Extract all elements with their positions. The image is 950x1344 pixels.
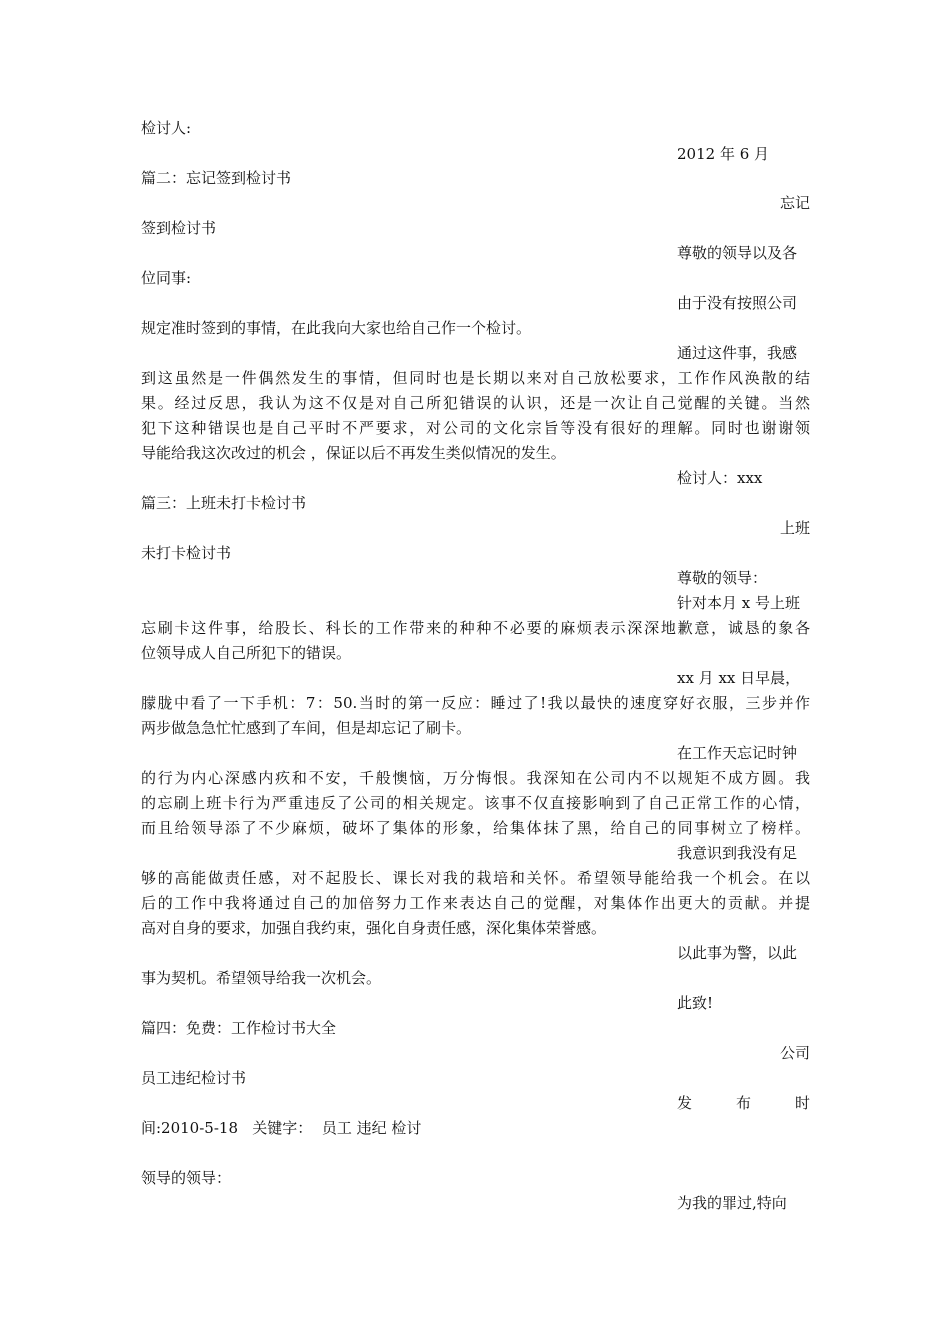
paragraph-line: 规定准时签到的事情，在此我向大家也给自己作一个检讨。 <box>141 319 532 337</box>
paragraph-start: 我意识到我没有足 <box>677 844 798 862</box>
title-fragment: 上班 <box>779 519 810 537</box>
paragraph-start: 在工作天忘记时钟 <box>677 744 798 762</box>
salutation-line: 尊敬的领导： <box>677 569 768 587</box>
title-line: 未打卡检讨书 <box>141 544 232 562</box>
publish-time-label <box>677 1091 810 1115</box>
salutation-continuation: 位同事: <box>141 269 192 287</box>
section-heading-3: 篇三：上班未打卡检讨书 <box>141 494 307 512</box>
paragraph-line: 忘刷卡这件事，给股长、科长的工作带来的种种不必要的麻烦表示深深地歉意，诚恳的象各 <box>141 619 810 637</box>
publish-char: 时 <box>794 1094 810 1112</box>
salutation-line: 尊敬的领导以及各 <box>677 244 798 262</box>
title-line: 签到检讨书 <box>141 219 217 237</box>
closing-line: 此致! <box>677 994 714 1012</box>
paragraph-line: 而且给领导添了不少麻烦，破坏了集体的形象，给集体抹了黑，给自己的同事树立了榜样。 <box>141 819 810 837</box>
paragraph-line: 朦胧中看了一下手机：7：50.当时的第一反应：睡过了!我以最快的速度穿好衣服，三步并作 <box>141 694 810 712</box>
paragraph-start: xx 月 xx 日早晨， <box>677 669 801 687</box>
paragraph-line: 事为契机。希望领导给我一次机会。 <box>141 969 382 987</box>
paragraph-line: 高对自身的要求，加强自我约束，强化自身责任感，深化集体荣誉感。 <box>141 919 607 937</box>
paragraph-line: 犯下这种错误也是自己平时不严要求，对公司的文化宗旨等没有很好的理解。同时也谢谢领 <box>141 419 810 437</box>
paragraph-start: 通过这件事，我感 <box>677 344 798 362</box>
paragraph-line: 果。经过反思，我认为这不仅是对自己所犯错误的认识，还是一次让自己觉醒的关键。当然 <box>141 394 810 412</box>
paragraph-start: 由于没有按照公司 <box>677 294 798 312</box>
publish-char: 布 <box>735 1094 751 1112</box>
paragraph-line: 的忘刷上班卡行为严重违反了公司的相关规定。该事不仅直接影响到了自己正常工作的心情， <box>141 794 810 812</box>
paragraph-line: 到这虽然是一件偶然发生的事情，但同时也是长期以来对自己放松要求，工作作风涣散的结 <box>141 369 810 387</box>
title-fragment: 公司 <box>779 1044 810 1062</box>
paragraph-start: 针对本月 x 号上班 <box>677 594 800 612</box>
signer-line: 检讨人：xxx <box>677 469 763 487</box>
paragraph-line: 够的高能做责任感，对不起股长、课长对我的栽培和关怀。希望领导能给我一个机会。在以 <box>141 869 810 887</box>
signer-line: 检讨人: <box>141 119 192 137</box>
paragraph-line: 的行为内心深感内疚和不安，千般懊恼，万分悔恨。我深知在公司内不以规矩不成方圆。我 <box>141 769 810 787</box>
title-fragment: 忘记 <box>779 194 810 212</box>
date-line: 2012 年 6 月 <box>677 145 770 163</box>
section-heading-4: 篇四：免费：工作检讨书大全 <box>141 1019 337 1037</box>
paragraph-line: 导能给我这次改过的机会 ，保证以后不再发生类似情况的发生。 <box>141 444 566 462</box>
paragraph-start: 以此事为警，以此 <box>677 944 798 962</box>
paragraph-line: 位领导成人自己所犯下的错误。 <box>141 644 352 662</box>
meta-line: 间:2010-5-18 关键字： 员工 违纪 检讨 <box>141 1119 422 1137</box>
publish-char: 发 <box>677 1094 693 1112</box>
section-heading-2: 篇二：忘记签到检讨书 <box>141 169 292 187</box>
title-line: 员工违纪检讨书 <box>141 1069 247 1087</box>
paragraph-line: 两步做急急忙忙感到了车间，但是却忘记了刷卡。 <box>141 719 472 737</box>
salutation-line: 领导的领导： <box>141 1169 232 1187</box>
paragraph-line: 后的工作中我将通过自己的加倍努力工作来表达自己的觉醒，对集体作出更大的贡献。并提 <box>141 894 810 912</box>
paragraph-start: 为我的罪过,特向 <box>677 1194 787 1212</box>
